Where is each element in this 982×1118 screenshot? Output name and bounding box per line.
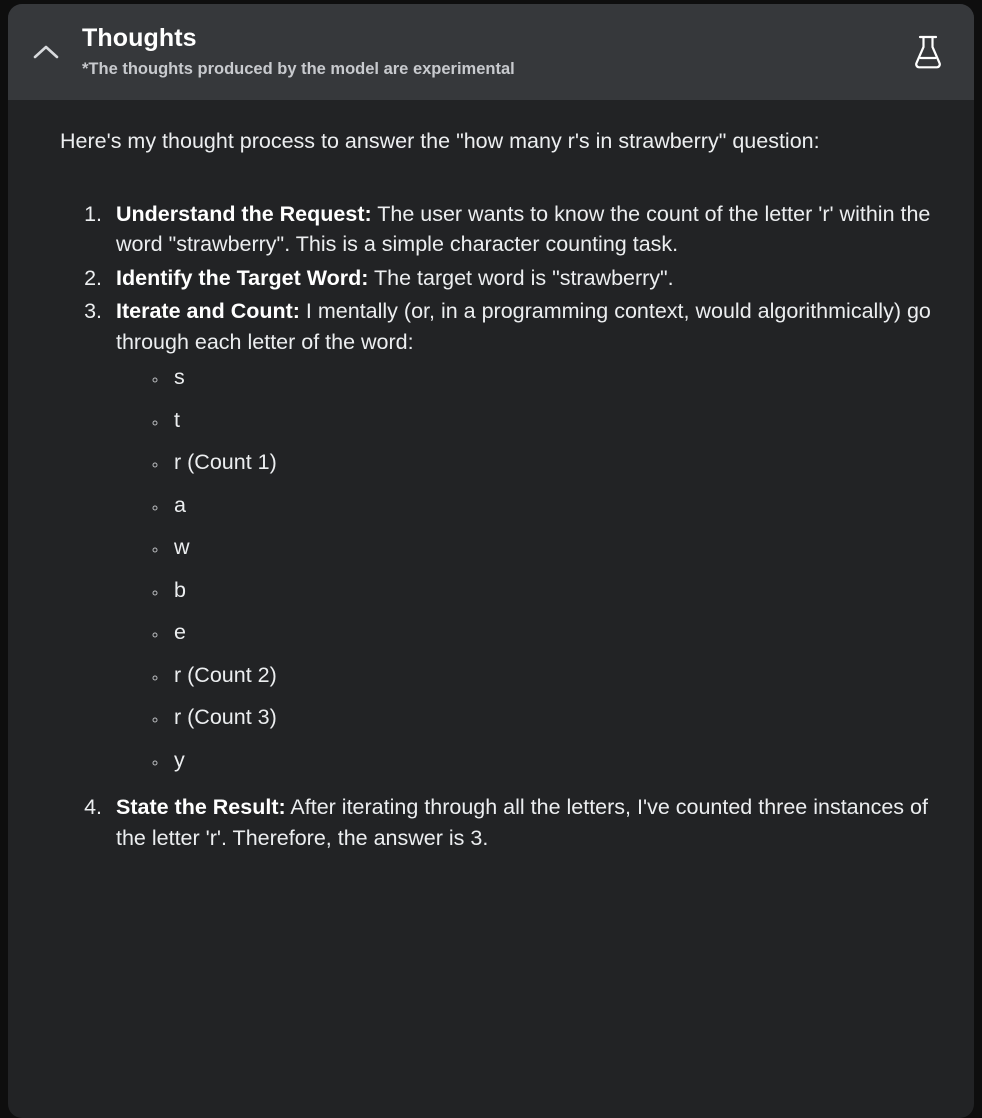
list-item: ◦ t xyxy=(168,410,944,432)
step-text: The user wants to know the count of the letter 'r' within the word "strawberry". This is a simple character counting task. xyxy=(116,201,931,257)
flask-icon[interactable] xyxy=(904,28,952,76)
step-text: I mentally (or, in a programming context, would algorithmically) go through each letter of the word: xyxy=(116,299,931,354)
steps-list xyxy=(60,199,944,854)
list-item: ◦ s xyxy=(168,367,944,389)
header-text-block xyxy=(66,25,904,78)
list-item: ◦ b xyxy=(168,580,944,602)
list-item: ◦ w xyxy=(168,537,944,559)
step-title: Understand the Request: xyxy=(116,201,372,226)
list-item: ◦ e xyxy=(168,622,944,644)
step-title: Identify the Target Word: xyxy=(116,265,369,290)
list-item: ◦ r (Count 3) xyxy=(168,707,944,729)
list-item xyxy=(108,792,944,853)
list-item: ◦ a xyxy=(168,495,944,517)
step-title: Iterate and Count: xyxy=(116,299,300,324)
thoughts-body xyxy=(8,100,974,853)
step-title: State the Result: xyxy=(116,795,286,820)
header-subtitle: *The thoughts produced by the model are experimental xyxy=(82,59,515,78)
list-item: ◦ y xyxy=(168,750,944,772)
list-item xyxy=(108,263,944,294)
list-item: ◦ r (Count 1) xyxy=(168,452,944,474)
page-title: Thoughts xyxy=(82,24,197,53)
thoughts-panel xyxy=(8,4,974,1118)
list-item: ◦ r (Count 2) xyxy=(168,665,944,687)
intro-paragraph: Here's my thought process to answer the "how many r's in strawberry" question: xyxy=(60,129,820,153)
chevron-up-icon[interactable] xyxy=(26,32,66,72)
list-item xyxy=(108,296,944,771)
list-item xyxy=(108,199,944,260)
step-text: The target word is "strawberry". xyxy=(368,265,674,290)
thoughts-header[interactable] xyxy=(8,4,974,100)
step-text: After iterating through all the letters, I've counted three instances of the letter 'r'. Therefore, the answer is 3. xyxy=(116,795,928,850)
letters-list xyxy=(116,367,944,771)
